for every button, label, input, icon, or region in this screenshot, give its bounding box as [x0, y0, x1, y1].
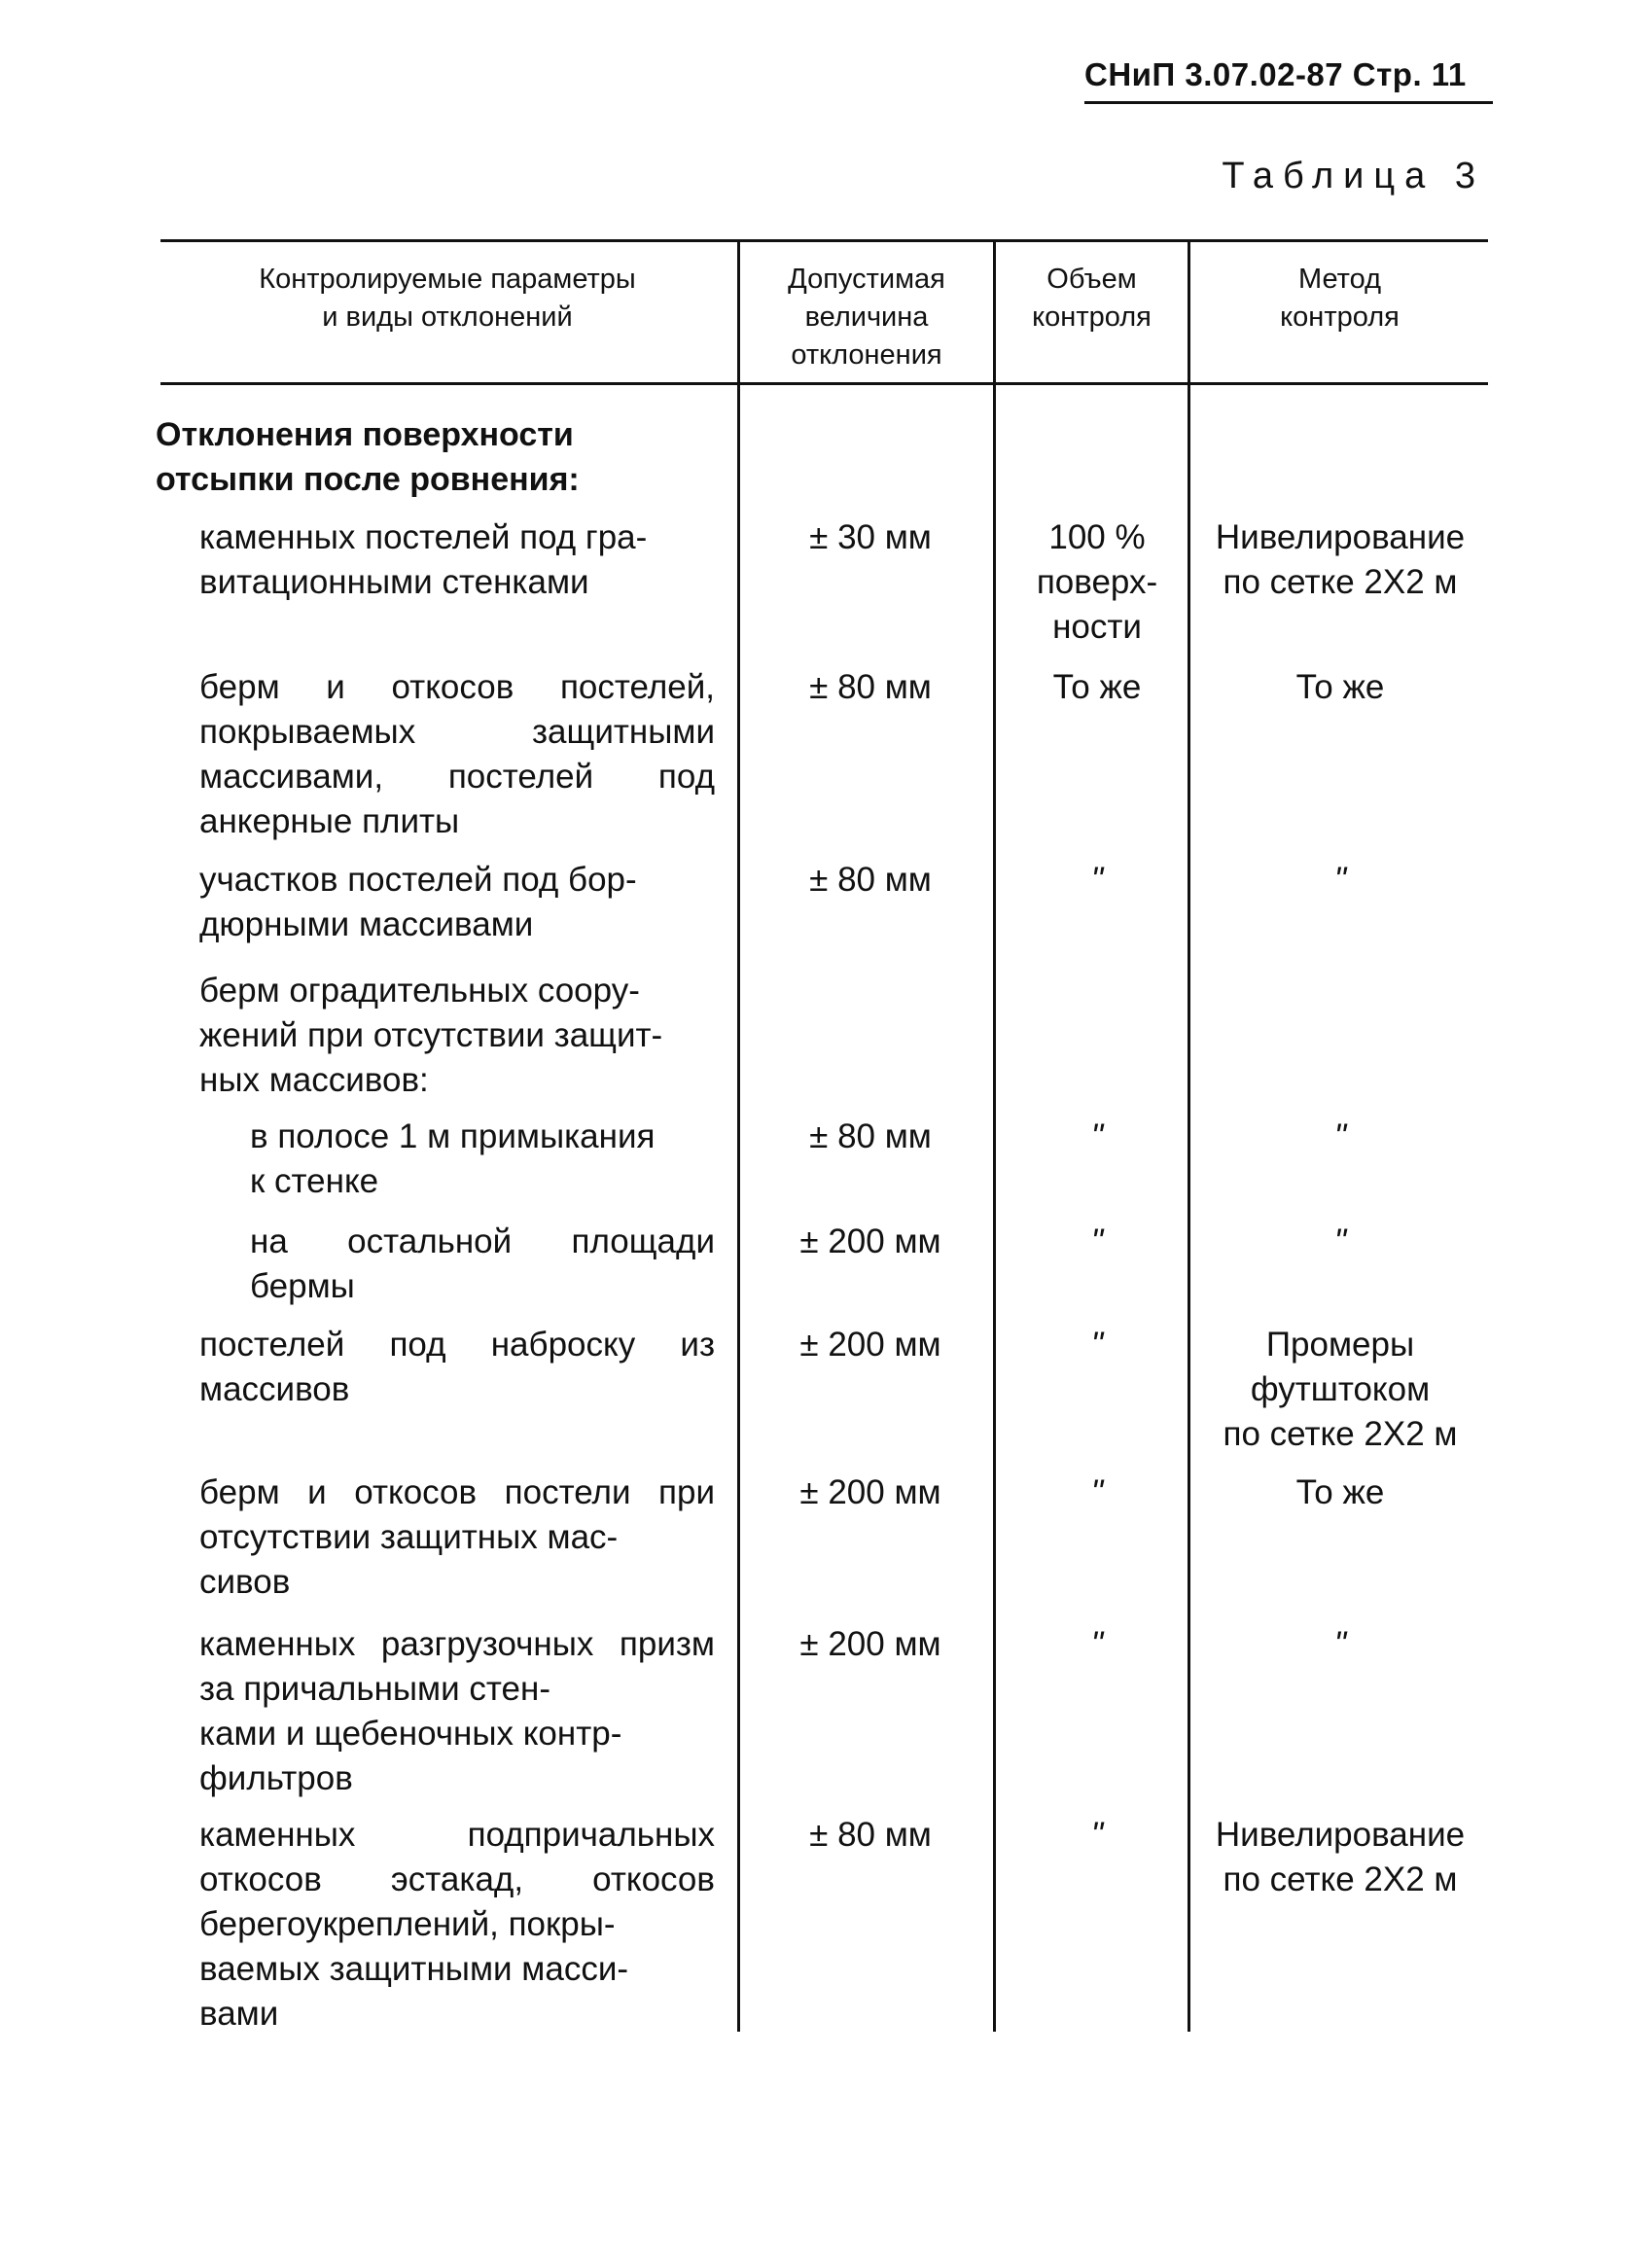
- table-row-param: берм оградительных соору- жений при отсутствии защит- ных массивов:: [199, 972, 663, 1099]
- table-row-tolerance: ± 200 мм: [799, 1473, 941, 1511]
- column-header-param: Контролируемые параметры и виды отклонений: [259, 264, 636, 333]
- table-row-param: берм и откосов постели при отсутствии защитных мас- сивов: [199, 1473, 715, 1601]
- table-row-param: каменных разгрузочных призм за причальными стен- ками и щебеночных контр- фильтров: [199, 1625, 715, 1797]
- table-row-volume: ": [1090, 1816, 1104, 1854]
- column-divider-1: [737, 239, 740, 2032]
- table-row-method: ": [1333, 1625, 1347, 1663]
- table-row-param: каменных подпричальных откосов эстакад, откосов берегоукреплений, покры- ваемых защитными масси- вами: [199, 1816, 715, 2033]
- table-row-method: ": [1333, 861, 1347, 899]
- table-row-tolerance: ± 80 мм: [809, 1816, 932, 1854]
- column-header-method: Метод контроля: [1280, 264, 1400, 333]
- table-caption: Таблица 3: [1222, 156, 1485, 196]
- table-row-volume: ": [1090, 1326, 1104, 1364]
- table-row-method: То же: [1295, 1473, 1385, 1511]
- table-row-volume: ": [1090, 1117, 1104, 1155]
- table-row-param: в полосе 1 м примыкания к стенке: [250, 1117, 656, 1200]
- section-title: Отклонения поверхности отсыпки после ровнения:: [156, 416, 580, 498]
- table-row-tolerance: ± 200 мм: [799, 1625, 941, 1663]
- table-top-rule: [160, 239, 1488, 242]
- table-row-volume: 100 % поверх- ности: [1036, 518, 1158, 646]
- table-row-method: ": [1333, 1117, 1347, 1155]
- column-divider-2: [993, 239, 996, 2032]
- header-bottom-rule: [160, 382, 1488, 385]
- table-row-tolerance: ± 80 мм: [809, 668, 932, 706]
- table-row-volume: ": [1090, 1473, 1104, 1511]
- table-row-method: Промеры футштоком по сетке 2Х2 м: [1223, 1326, 1458, 1453]
- table-row-method: Нивелирование по сетке 2Х2 м: [1215, 518, 1466, 601]
- table-row-volume: ": [1090, 1625, 1104, 1663]
- table-row-method: ": [1333, 1223, 1347, 1260]
- table-row-tolerance: ± 200 мм: [799, 1223, 941, 1260]
- table-row-param: на остальной площади бермы: [250, 1223, 715, 1305]
- table-row-param: участков постелей под бор- дюрными массивами: [199, 861, 637, 943]
- table-row-volume: То же: [1052, 668, 1142, 706]
- table-row-param: каменных постелей под гра- витационными стенками: [199, 518, 648, 601]
- table-row-method: Нивелирование по сетке 2Х2 м: [1215, 1816, 1466, 1898]
- table-row-method: То же: [1295, 668, 1385, 706]
- table-row-tolerance: ± 80 мм: [809, 861, 932, 899]
- column-header-tolerance: Допустимая величина отклонения: [788, 264, 945, 371]
- table-row-param: постелей под наброску из массивов: [199, 1326, 715, 1408]
- column-header-volume: Объем контроля: [1032, 264, 1152, 333]
- table-row-volume: ": [1090, 861, 1104, 899]
- table-row-tolerance: ± 200 мм: [799, 1326, 941, 1364]
- table-row-volume: ": [1090, 1223, 1104, 1260]
- page-header: СНиП 3.07.02-87 Стр. 11: [1084, 56, 1493, 104]
- table-row-param: берм и откосов постелей, покрываемых защитными массивами, постелей под анкерные плиты: [199, 668, 715, 840]
- table-row-tolerance: ± 80 мм: [809, 1117, 932, 1155]
- table-row-tolerance: ± 30 мм: [809, 518, 932, 556]
